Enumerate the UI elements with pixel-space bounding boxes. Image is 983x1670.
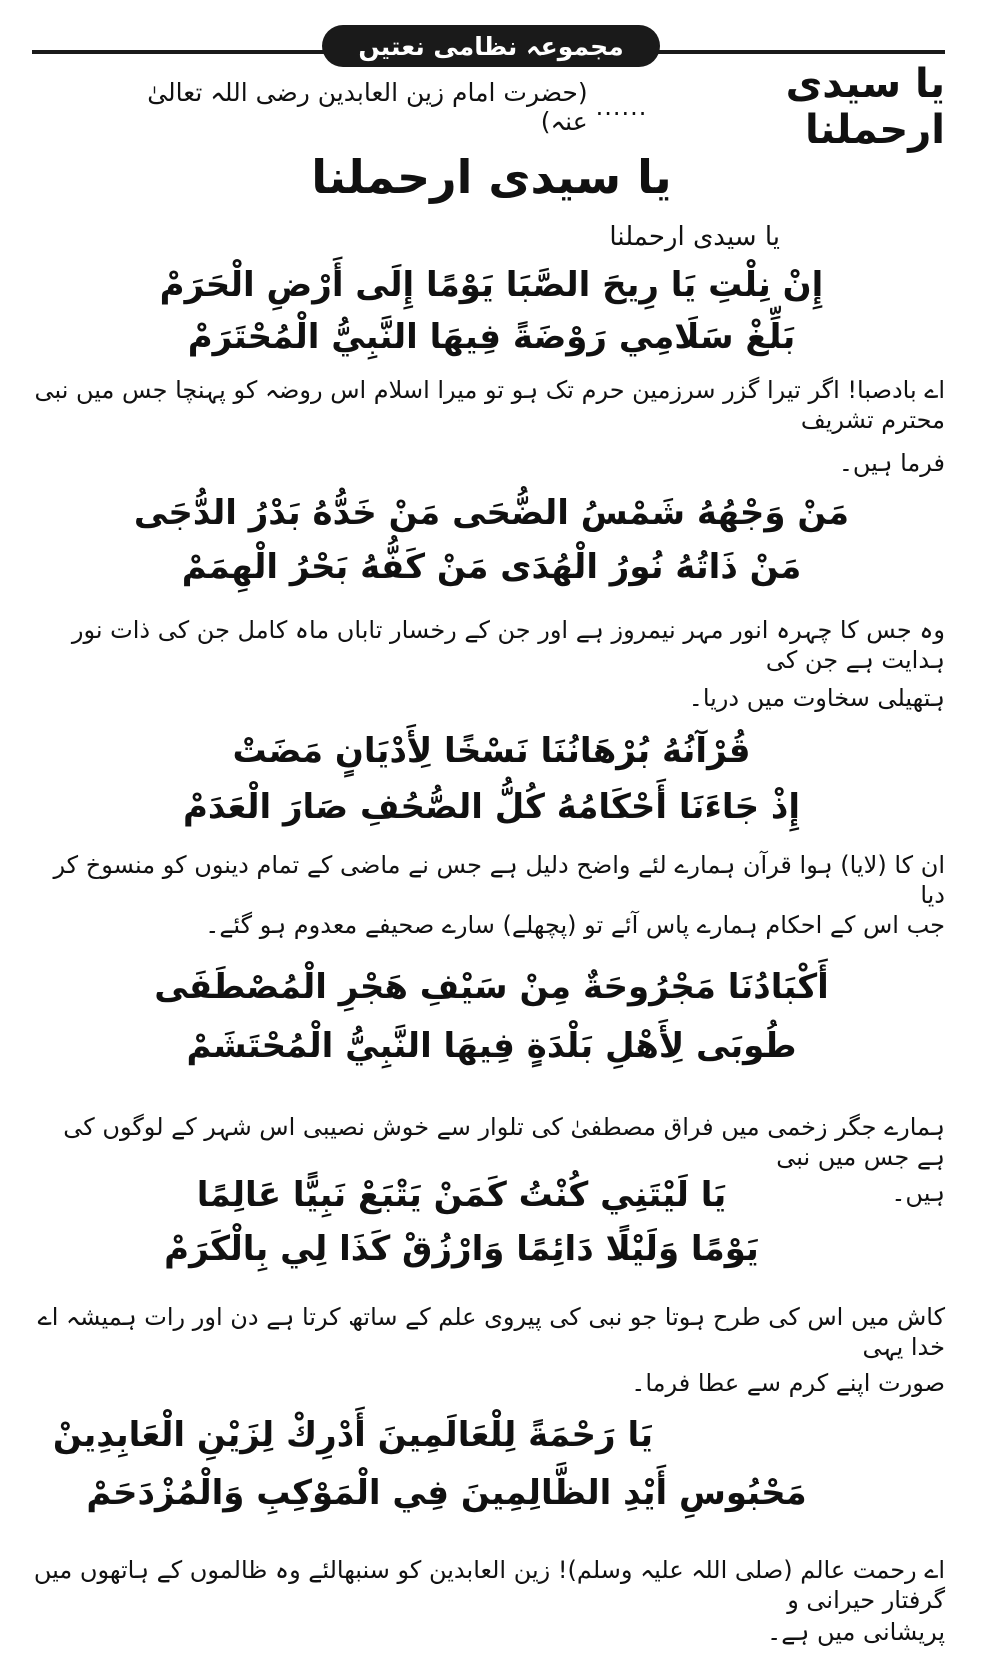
collection-badge: مجموعہ نظامی نعتیں xyxy=(322,25,660,67)
urdu-translation: جب اس کے احکام ہمارے پاس آئے تو (پچھلے) سارے صحیفے معدوم ہو گئے۔ xyxy=(205,911,945,939)
urdu-translation: صورت اپنے کرم سے عطا فرما۔ xyxy=(631,1369,945,1397)
arabic-verse: مَحْبُوسِ أَيْدِ الظَّالِمِينَ فِي الْمَوْكِبِ وَالْمُزْدَحَمْ xyxy=(86,1473,807,1513)
poem-title: یا سیدی ارحملنا xyxy=(785,61,945,153)
poem-title-line xyxy=(130,61,945,153)
arabic-verse: إِنْ نِلْتِ يَا رِيحَ الصَّبَا يَوْمًا إِلَى أَرْضِ الْحَرَمْ xyxy=(159,265,824,305)
arabic-verse: يَا رَحْمَةً لِلْعَالَمِينَ أَدْرِكْ لِزَيْنِ الْعَابِدِينْ xyxy=(52,1415,653,1455)
urdu-translation: ہتھیلی سخاوت میں دریا۔ xyxy=(688,684,945,712)
arabic-verse: مَنْ وَجْهُهُ شَمْسُ الضُّحَى مَنْ خَدُّهُ بَدْرُ الدُّجَى xyxy=(133,493,850,533)
arabic-verse: يَا لَيْتَنِي كُنْتُ كَمَنْ يَتْبَعْ نَبِيًّا عَالِمًا xyxy=(196,1175,727,1215)
arabic-verse: قُرْآنُهُ بُرْهَانُنَا نَسْخًا لِأَدْيَانٍ مَضَتْ xyxy=(232,731,751,771)
urdu-translation: ہیں۔ xyxy=(891,1179,945,1207)
urdu-translation: فرما ہیں۔ xyxy=(838,449,945,477)
urdu-translation: وہ جس کا چہرہ انور مہر نیمروز ہے اور جن کے رخسار تاباں ماہ کامل جن کی ذات نور ہدایت ہے جن کی xyxy=(71,616,945,674)
arabic-verse: يَوْمًا وَلَيْلًا دَائِمًا وَارْزُقْ كَذَا لِي بِالْكَرَمْ xyxy=(164,1229,759,1269)
arabic-verse: مَنْ ذَاتُهُ نُورُ الْهُدَى مَنْ كَفُّهُ بَحْرُ الْهِمَمْ xyxy=(181,547,802,587)
arabic-verse: بَلِّغْ سَلَامِي رَوْضَةً فِيهَا النَّبِيُّ الْمُحْتَرَمْ xyxy=(187,317,796,357)
arabic-verse: أَكْبَادُنَا مَجْرُوحَةٌ مِنْ سَيْفِ هَجْرِ الْمُصْطَفَى xyxy=(154,967,829,1007)
title-dots: ...... xyxy=(595,93,648,121)
arabic-verse: إِذْ جَاءَنَا أَحْكَامُهُ كُلُّ الصُّحُفِ صَارَ الْعَدَمْ xyxy=(182,787,801,827)
urdu-translation: پریشانی میں ہے۔ xyxy=(767,1618,945,1646)
urdu-translation: کاش میں اس کی طرح ہوتا جو نبی کی پیروی علم کے ساتھ کرتا ہے دن اور رات ہمیشہ اے خدا یہی xyxy=(37,1303,945,1361)
poem-heading: یا سیدی ارحملنا xyxy=(311,150,672,204)
arabic-verse: طُوبَى لِأَهْلِ بَلْدَةٍ فِيهَا النَّبِيُّ الْمُحْتَشَمْ xyxy=(186,1026,797,1066)
urdu-translation: اے بادصبا! اگر تیرا گزر سرزمین حرم تک ہو تو میرا اسلام اس روضہ کو پہنچا جس میں نبی محترم تشریف xyxy=(34,376,945,434)
urdu-translation: اے رحمت عالم (صلی اللہ علیہ وسلم)! زین العابدین کو سنبھالئے وہ ظالموں کے ہاتھوں میں گرفتار حیرانی و xyxy=(33,1556,945,1614)
urdu-translation: ہمارے جگر زخمی میں فراق مصطفیٰ کی تلوار سے خوش نصیبی اس شہر کے لوگوں کی ہے جس میں نبی xyxy=(63,1113,945,1171)
poem-attribution: (حضرت امام زین العابدین رضی اللہ تعالیٰ عنہ) xyxy=(147,78,588,136)
urdu-translation: ان کا (لایا) ہوا قرآن ہمارے لئے واضح دلیل ہے جس نے ماضی کے تمام دینوں کو منسوخ کر دیا xyxy=(53,851,945,909)
poem-subheading: یا سیدی ارحملنا xyxy=(609,222,780,252)
